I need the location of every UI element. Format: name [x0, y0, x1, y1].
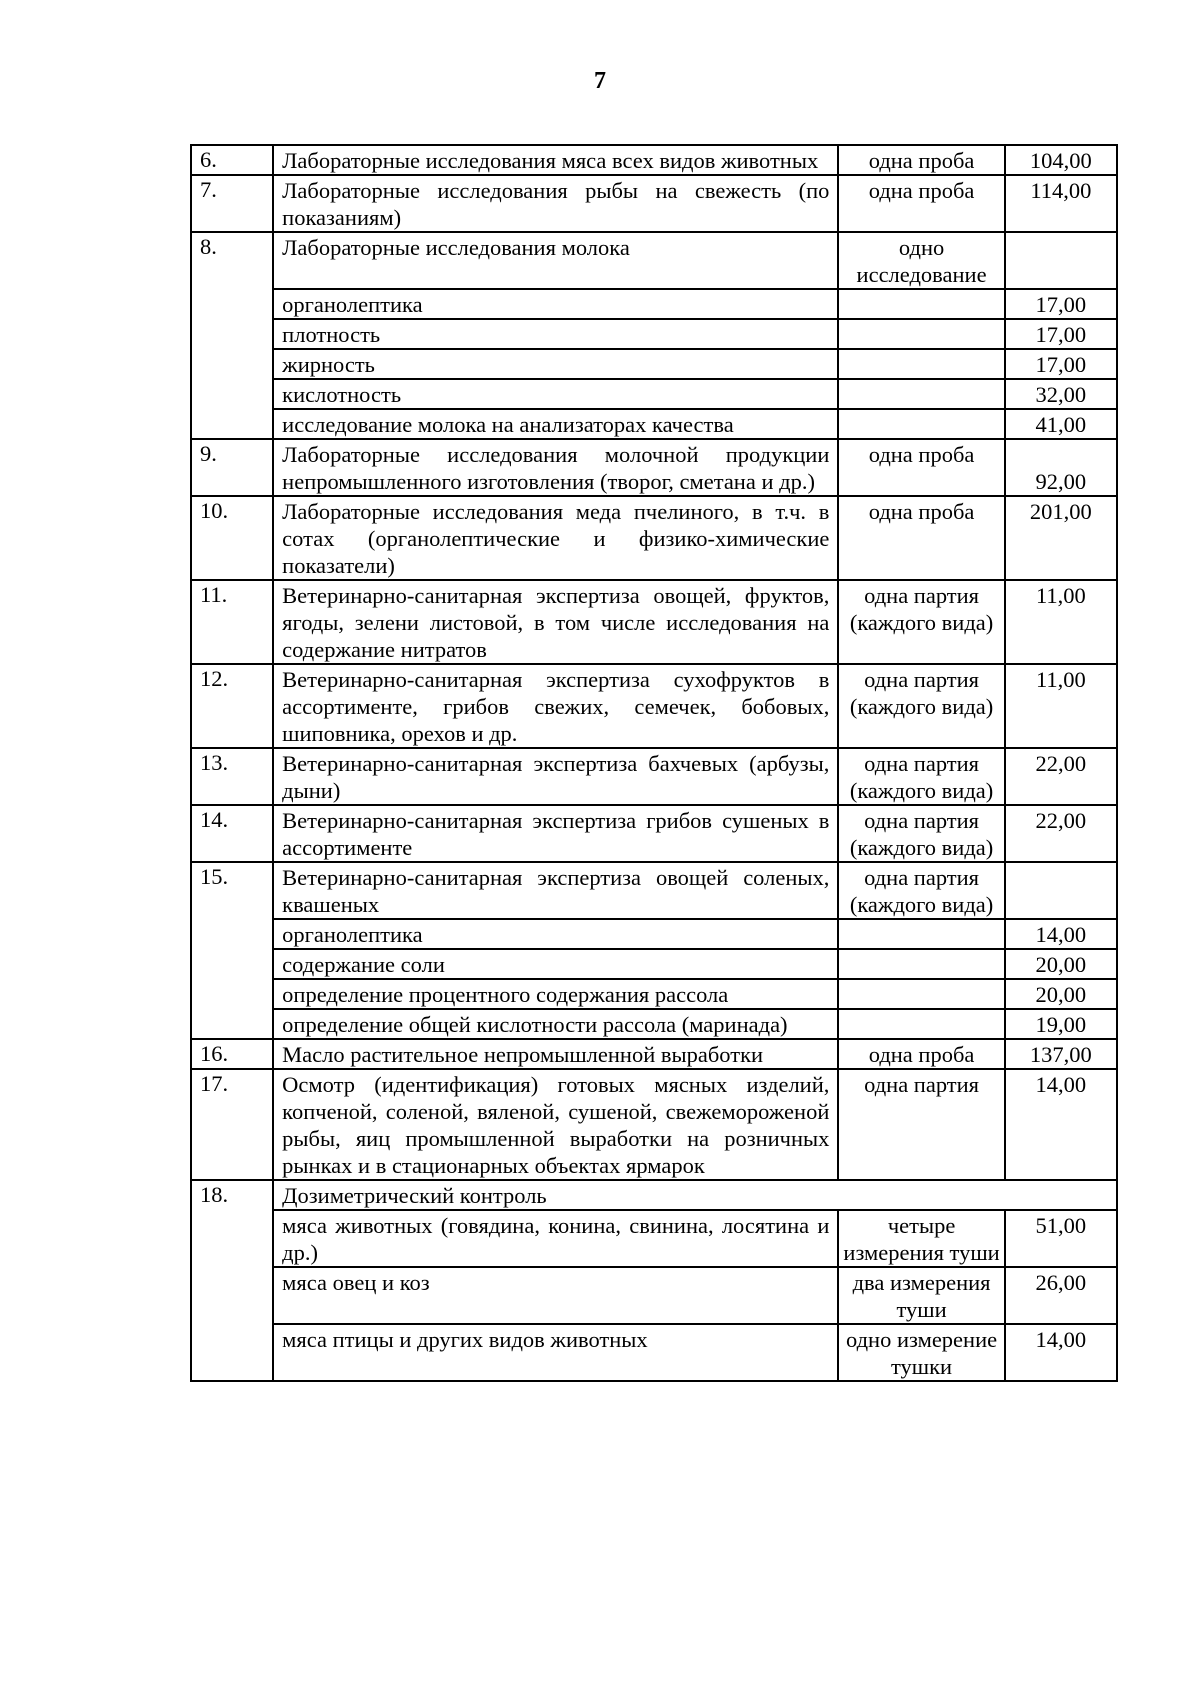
subservice-name: мяса животных (говядина, конина, свинина, лосятина и др.) — [273, 1210, 838, 1267]
row-number: 10. — [191, 496, 273, 580]
unit-of-measure — [838, 289, 1004, 319]
price-table — [190, 144, 1118, 1382]
price-value: 14,00 — [1005, 919, 1117, 949]
unit-of-measure: четыре измерения туши — [838, 1210, 1004, 1267]
page-number: 7 — [594, 68, 606, 94]
price-value — [1005, 862, 1117, 919]
subservice-name: плотность — [273, 319, 838, 349]
row-number: 9. — [191, 439, 273, 496]
price-value: 104,00 — [1005, 145, 1117, 175]
service-name: Лабораторные исследования меда пчелиного, в т.ч. в сотах (органолептические и физико-химические показатели) — [273, 496, 838, 580]
row-number: 15. — [191, 862, 273, 1039]
unit-of-measure: одна партия (каждого вида) — [838, 580, 1004, 664]
table-row — [191, 1039, 1117, 1069]
price-value: 20,00 — [1005, 979, 1117, 1009]
unit-of-measure: одна проба — [838, 175, 1004, 232]
unit-of-measure: одна партия (каждого вида) — [838, 805, 1004, 862]
price-value: 92,00 — [1005, 439, 1117, 496]
price-value: 22,00 — [1005, 748, 1117, 805]
table-row — [191, 439, 1117, 496]
service-name: Ветеринарно-санитарная экспертиза овощей соленых, квашеных — [273, 862, 838, 919]
price-value: 19,00 — [1005, 1009, 1117, 1039]
row-number: 11. — [191, 580, 273, 664]
subservice-name: жирность — [273, 349, 838, 379]
table-subrow — [191, 379, 1117, 409]
unit-of-measure: одна партия (каждого вида) — [838, 748, 1004, 805]
subservice-name: органолептика — [273, 289, 838, 319]
unit-of-measure: одна проба — [838, 1039, 1004, 1069]
table-row — [191, 232, 1117, 289]
table-subrow — [191, 979, 1117, 1009]
price-value: 32,00 — [1005, 379, 1117, 409]
price-value: 11,00 — [1005, 664, 1117, 748]
row-number: 7. — [191, 175, 273, 232]
unit-of-measure — [838, 919, 1004, 949]
row-number: 12. — [191, 664, 273, 748]
subservice-name: содержание соли — [273, 949, 838, 979]
subservice-name: мяса овец и коз — [273, 1267, 838, 1324]
service-name: Масло растительное непромышленной выработки — [273, 1039, 838, 1069]
unit-of-measure — [838, 979, 1004, 1009]
table-row — [191, 862, 1117, 919]
table-row — [191, 1180, 1117, 1210]
table-row — [191, 805, 1117, 862]
subservice-name: исследование молока на анализаторах качества — [273, 409, 838, 439]
price-value: 17,00 — [1005, 349, 1117, 379]
table-row — [191, 580, 1117, 664]
unit-of-measure — [838, 949, 1004, 979]
service-name: Осмотр (идентификация) готовых мясных изделий, копченой, соленой, вяленой, сушеной, свежемороженой рыбы, яиц промышленной выработки на розничных рынках и в стационарных объектах ярмарок — [273, 1069, 838, 1180]
table-subrow — [191, 1324, 1117, 1381]
table-row — [191, 664, 1117, 748]
unit-of-measure — [838, 409, 1004, 439]
row-number: 16. — [191, 1039, 273, 1069]
price-value: 14,00 — [1005, 1069, 1117, 1180]
price-value: 137,00 — [1005, 1039, 1117, 1069]
row-number: 17. — [191, 1069, 273, 1180]
subservice-name: кислотность — [273, 379, 838, 409]
table-subrow — [191, 409, 1117, 439]
price-value: 201,00 — [1005, 496, 1117, 580]
unit-of-measure: одно исследование — [838, 232, 1004, 289]
price-value: 20,00 — [1005, 949, 1117, 979]
row-number: 8. — [191, 232, 273, 439]
price-value: 17,00 — [1005, 319, 1117, 349]
price-value: 22,00 — [1005, 805, 1117, 862]
table-subrow — [191, 349, 1117, 379]
price-value: 41,00 — [1005, 409, 1117, 439]
price-value: 17,00 — [1005, 289, 1117, 319]
service-name: Лабораторные исследования мяса всех видов животных — [273, 145, 838, 175]
table-subrow — [191, 289, 1117, 319]
subservice-name: определение общей кислотности рассола (маринада) — [273, 1009, 838, 1039]
unit-of-measure: одно измерение тушки — [838, 1324, 1004, 1381]
unit-of-measure — [838, 319, 1004, 349]
unit-of-measure: одна партия — [838, 1069, 1004, 1180]
unit-of-measure — [838, 349, 1004, 379]
row-number: 14. — [191, 805, 273, 862]
table-subrow — [191, 949, 1117, 979]
table-subrow — [191, 1267, 1117, 1324]
unit-of-measure: одна партия (каждого вида) — [838, 664, 1004, 748]
table-subrow — [191, 319, 1117, 349]
service-name: Лабораторные исследования молока — [273, 232, 838, 289]
price-value — [1005, 232, 1117, 289]
service-name: Ветеринарно-санитарная экспертиза овощей, фруктов, ягоды, зелени листовой, в том числе исследования на содержание нитратов — [273, 580, 838, 664]
table-row — [191, 145, 1117, 175]
table-row — [191, 1069, 1117, 1180]
table-row — [191, 175, 1117, 232]
unit-of-measure: два измерения туши — [838, 1267, 1004, 1324]
unit-of-measure — [838, 1009, 1004, 1039]
subservice-name: мяса птицы и других видов животных — [273, 1324, 838, 1381]
price-value: 11,00 — [1005, 580, 1117, 664]
service-name: Дозиметрический контроль — [273, 1180, 1117, 1210]
service-name: Ветеринарно-санитарная экспертиза сухофруктов в ассортименте, грибов свежих, семечек, бобовых, шиповника, орехов и др. — [273, 664, 838, 748]
row-number: 6. — [191, 145, 273, 175]
price-value: 114,00 — [1005, 175, 1117, 232]
subservice-name: органолептика — [273, 919, 838, 949]
table-row — [191, 496, 1117, 580]
table-subrow — [191, 1210, 1117, 1267]
price-value: 26,00 — [1005, 1267, 1117, 1324]
table-subrow — [191, 919, 1117, 949]
service-name: Ветеринарно-санитарная экспертиза грибов сушеных в ассортименте — [273, 805, 838, 862]
service-name: Ветеринарно-санитарная экспертиза бахчевых (арбузы, дыни) — [273, 748, 838, 805]
service-name: Лабораторные исследования молочной продукции непромышленного изготовления (творог, сметана и др.) — [273, 439, 838, 496]
unit-of-measure: одна проба — [838, 496, 1004, 580]
subservice-name: определение процентного содержания рассола — [273, 979, 838, 1009]
unit-of-measure: одна проба — [838, 439, 1004, 496]
service-name: Лабораторные исследования рыбы на свежесть (по показаниям) — [273, 175, 838, 232]
unit-of-measure: одна проба — [838, 145, 1004, 175]
table-row — [191, 748, 1117, 805]
price-value: 14,00 — [1005, 1324, 1117, 1381]
unit-of-measure: одна партия (каждого вида) — [838, 862, 1004, 919]
price-value: 51,00 — [1005, 1210, 1117, 1267]
unit-of-measure — [838, 379, 1004, 409]
row-number: 18. — [191, 1180, 273, 1381]
row-number: 13. — [191, 748, 273, 805]
table-subrow — [191, 1009, 1117, 1039]
